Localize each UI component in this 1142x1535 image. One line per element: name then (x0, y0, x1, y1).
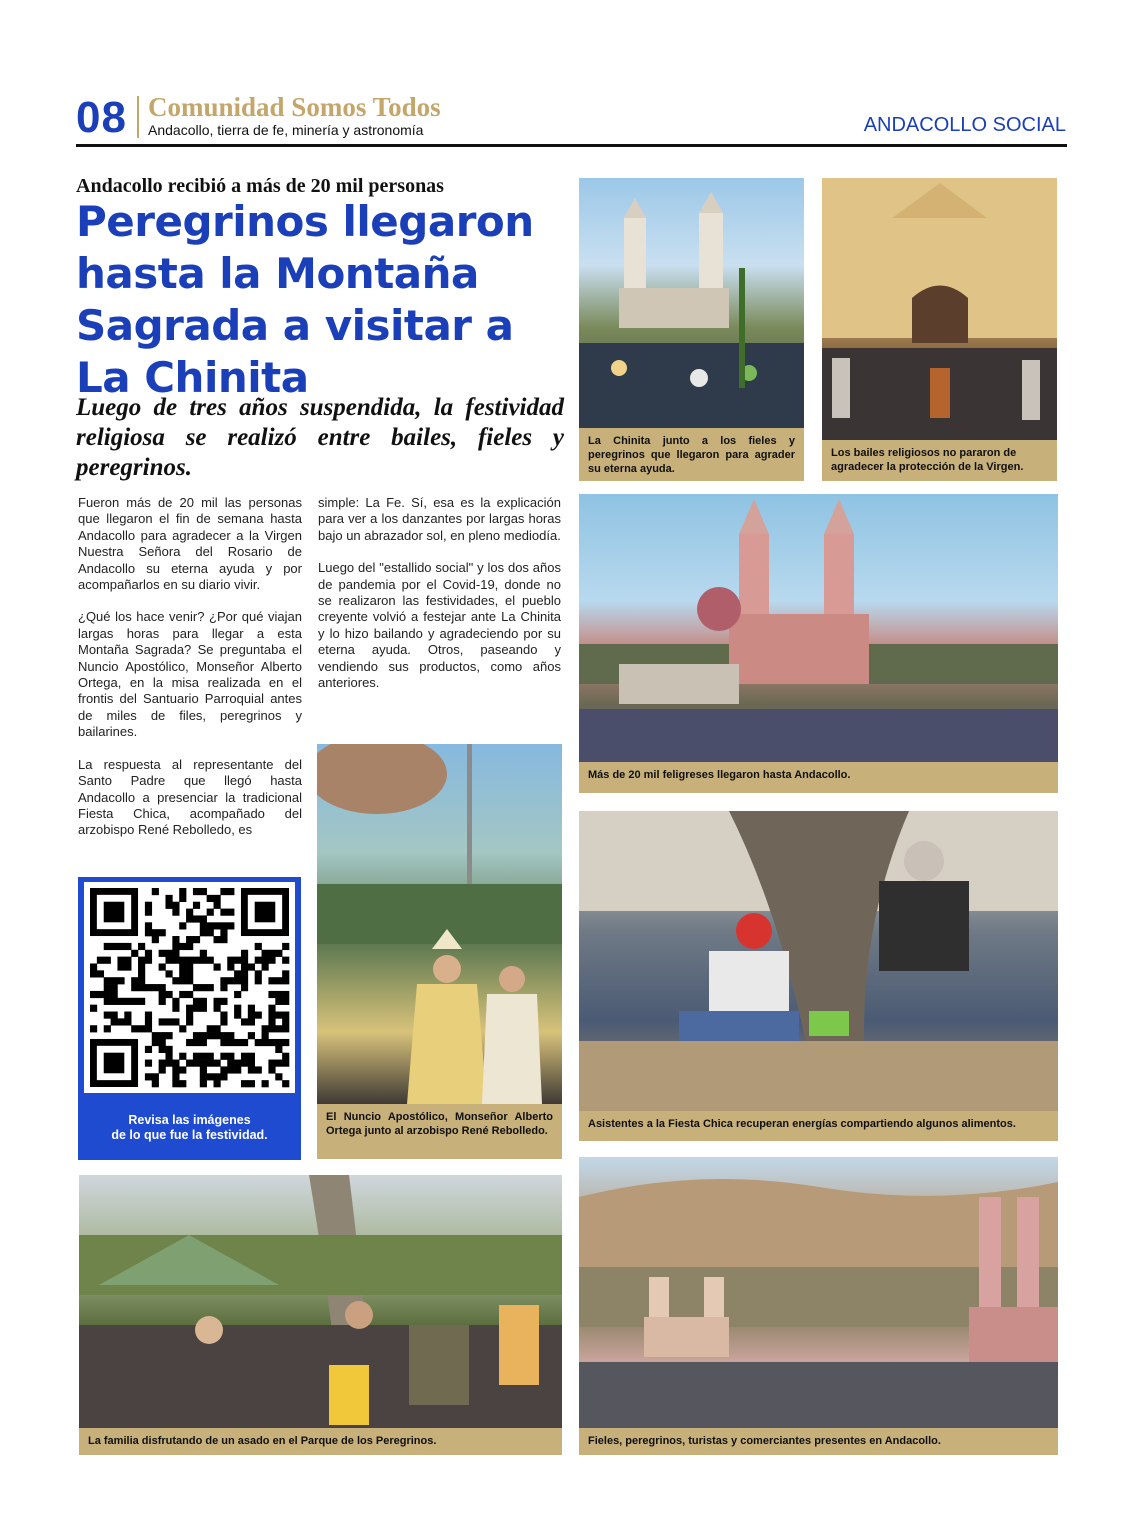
paragraph: Fueron más de 20 mil las personas que llegaron el fin de semana hasta Andacollo para agradecer a la Virgen Nuestra Señora del Rosario de Andacollo su eterna ayuda y por acompañarlos en su diario vivir. (78, 495, 302, 593)
caption-la-chinita: La Chinita junto a los fieles y peregrinos que llegaron para agrader su eterna ayuda. (579, 428, 804, 481)
paragraph: ¿Qué los hace venir? ¿Por qué viajan largas horas para llegar a esta Montaña Sagrada? Se preguntaba el Nuncio Apostólico, Monseñor Alberto Ortega, en la misa realizada en el frontis del Santuario Parroquial antes de miles de files, peregrinos y bailarines. (78, 609, 302, 740)
photo-sketch (579, 178, 804, 428)
photo-sketch (79, 1175, 562, 1428)
caption-asistentes: Asistentes a la Fiesta Chica recuperan energías compartiendo algunos alimentos. (579, 1111, 1058, 1141)
paragraph: Luego del "estallido social" y los dos años de pandemia por el Covid-19, donde no se realizaron las festividades, el pueblo creyente volvió a festejar ante La Chinita y lo hizo bailando y agradeciendo por su eterna ayuda. Otros, paseando y vendiendo sus productos, como años anteriores. (318, 560, 561, 691)
photo-sketch (579, 494, 1058, 762)
header-rule (76, 144, 1067, 147)
photo-sketch (822, 178, 1057, 440)
publication-title: Comunidad Somos Todos (148, 92, 441, 122)
article-headline: Peregrinos llegaron hasta la Montaña Sagrada a visitar a La Chinita (76, 197, 534, 402)
paragraph: simple: La Fe. Sí, esa es la explicación para ver a los danzantes por largas horas bajo un abrazador sol, en pleno mediodía. (318, 495, 561, 543)
caption-nuncio: El Nuncio Apostólico, Monseñor Alberto Ortega junto al arzobispo René Rebolledo. (317, 1104, 562, 1159)
qr-code-graphic (84, 882, 295, 1093)
caption-familia-asado: La familia disfrutando de un asado en el Parque de los Peregrinos. (79, 1428, 562, 1455)
photo-asistentes-alimentos (579, 811, 1058, 1111)
caption-vista-andacollo: Fieles, peregrinos, turistas y comerciantes presentes en Andacollo. (579, 1428, 1058, 1455)
publication-tagline: Andacollo, tierra de fe, minería y astronomía (148, 122, 424, 138)
photo-sketch (579, 1157, 1058, 1428)
photo-sketch (317, 744, 562, 1104)
photo-sketch (579, 811, 1058, 1111)
caption-feligreses: Más de 20 mil feligreses llegaron hasta Andacollo. (579, 762, 1058, 793)
article-kicker: Andacollo recibió a más de 20 mil personas (76, 175, 444, 197)
photo-nuncio-arzobispo (317, 744, 562, 1104)
body-column-2 (318, 495, 561, 707)
section-label: ANDACOLLO SOCIAL (863, 114, 1066, 136)
body-column-1 (78, 495, 302, 855)
qr-caption-line-2: de lo que fue la festividad. (111, 1128, 268, 1142)
article-subhead: Luego de tres años suspendida, la festividad religiosa se realizó entre bailes, fieles y peregrinos. (76, 394, 564, 481)
photo-santuario-multitud (579, 494, 1058, 762)
photo-bailes-religiosos (822, 178, 1057, 440)
photo-la-chinita-fieles (579, 178, 804, 428)
qr-caption-line-1: Revisa las imágenes (128, 1113, 251, 1127)
qr-caption (78, 1113, 301, 1143)
photo-vista-andacollo (579, 1157, 1058, 1428)
paragraph: La respuesta al representante del Santo Padre que llegó hasta Andacollo a presenciar la tradicional Fiesta Chica, acompañado del arzobispo René Rebolledo, es (78, 756, 302, 838)
caption-bailes-religiosos: Los bailes religiosos no pararon de agradecer la protección de la Virgen. (822, 440, 1057, 481)
photo-familia-asado (79, 1175, 562, 1428)
page-number: 08 (76, 93, 127, 142)
qr-code[interactable] (84, 882, 295, 1093)
header-divider (137, 96, 139, 138)
